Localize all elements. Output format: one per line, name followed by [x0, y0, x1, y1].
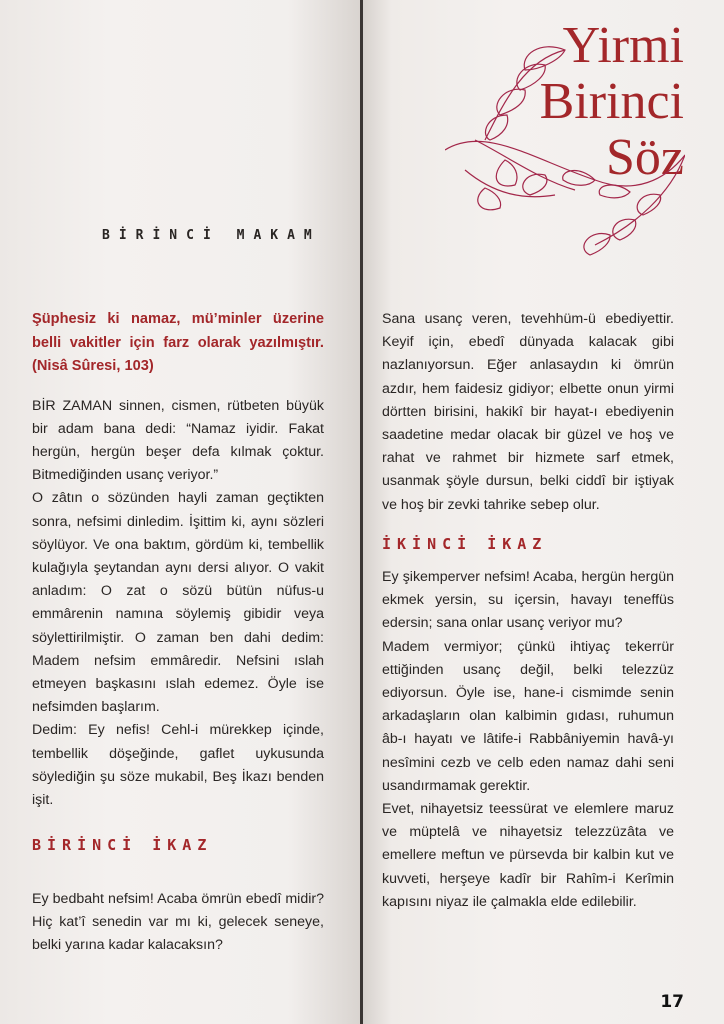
- first-warning-text: Ey bedbaht nefsim! Acaba ömrün ebedî midir? Hiç kat’î senedin var mı ki, gelecek seneye, belki yarına kadar kalacaksın?: [32, 891, 324, 954]
- paragraph: Sana usanç veren, tevehhüm-ü ebediyettir. Keyif için, ebedî dünyada kalacak gibi nazlanıyorsun. Eğer anlasaydın ki ömrün azdır, hem faidesiz gidiyor; elbette onun yirmi dörtten birisini, hakikî bir hayat-ı ebediyenin saadetine medar olacak bir güzel ve hoş ve rahat ve rahmet bir hizmete sarf etmek, usanmak şöyle dursun, belki ciddî bir iştiyak ve hoş bir zevki tahrike sebep olur.: [382, 311, 674, 513]
- verse-quote: Şüphesiz ki namaz, mü’minler üzerine belli vakitler için farz olarak yazılmıştır. (Nisâ Sûresi, 103): [32, 311, 324, 374]
- subtitle: BİRİNCİ MAKAM: [102, 228, 321, 243]
- heading-second-warning: İKİNCİ İKAZ: [382, 534, 548, 553]
- paragraph: Madem vermiyor; çünkü ihtiyaç tekerrür ettiğinden usanç değil, belki telezzüz ediyorsun. Öyle ise, hane-i cismimde senin arkadaşların olan kalbimin gıdası, ruhumun âb-ı hayatı ve lâtife-i Rabbâniyemin havâ-yı nesîmini cezb ve celb eden namaz dahi seni usandırmamak gerektir.: [382, 638, 674, 794]
- paragraph: Evet, nihayetsiz teessürat ve elemlere maruz ve müptelâ ve nihayetsiz telezzüzâta ve emellere meftun ve pürsevda bir kalbin kut ve kuvveti, herşeye kadîr bir Rahîm-i Kerîmin kapısını niyaz ile çalmakla elde edilebilir.: [382, 801, 674, 910]
- title-line-1: Yirmi: [562, 17, 684, 74]
- right-column: [382, 308, 674, 914]
- leaf-branch-icon: [445, 30, 685, 270]
- paragraph: BİR ZAMAN sinnen, cismen, rütbeten büyük bir adam bana dedi: “Namaz iyidir. Fakat hergün, hergün beşer defa kılmak çoktur. Bitmediğinden usanç veriyor.”: [32, 397, 324, 484]
- title-line-2: Birinci: [539, 73, 684, 130]
- left-column: [32, 308, 324, 812]
- title-line-3: Söz: [606, 129, 684, 186]
- heading-first-warning: BİRİNCİ İKAZ: [32, 836, 213, 854]
- paragraph: Dedim: Ey nefis! Cehl-i mürekkep içinde, tembellik döşeğinde, gaflet uykusunda söylediğin şu söze mukabil, Beş İkazı benden işit.: [32, 722, 324, 808]
- paragraph: Ey şikemperver nefsim! Acaba, hergün hergün ekmek yersin, su içersin, havayı teneffüs edersin; sana onlar usanç veriyor mu?: [382, 569, 674, 632]
- page-number: 17: [660, 992, 684, 1012]
- paragraph: O zâtın o sözünden hayli zaman geçtikten sonra, nefsimi dinledim. İşittim ki, aynı sözleri söylüyor. Ve ona baktım, gördüm ki, tembellik kulağıyla şeytandan aynı dersi alıyor. O vakit anladım: O zat o sözü bütün nüfus-u emmârenin namına söylemiş gibidir veya söylettirilmiştir. O zaman ben dahi dedim: Madem nefsim emmâredir. Nefsini ıslah etmeyen başkasını ıslah edemez. Öyle ise nefsimden başlarım.: [32, 490, 324, 716]
